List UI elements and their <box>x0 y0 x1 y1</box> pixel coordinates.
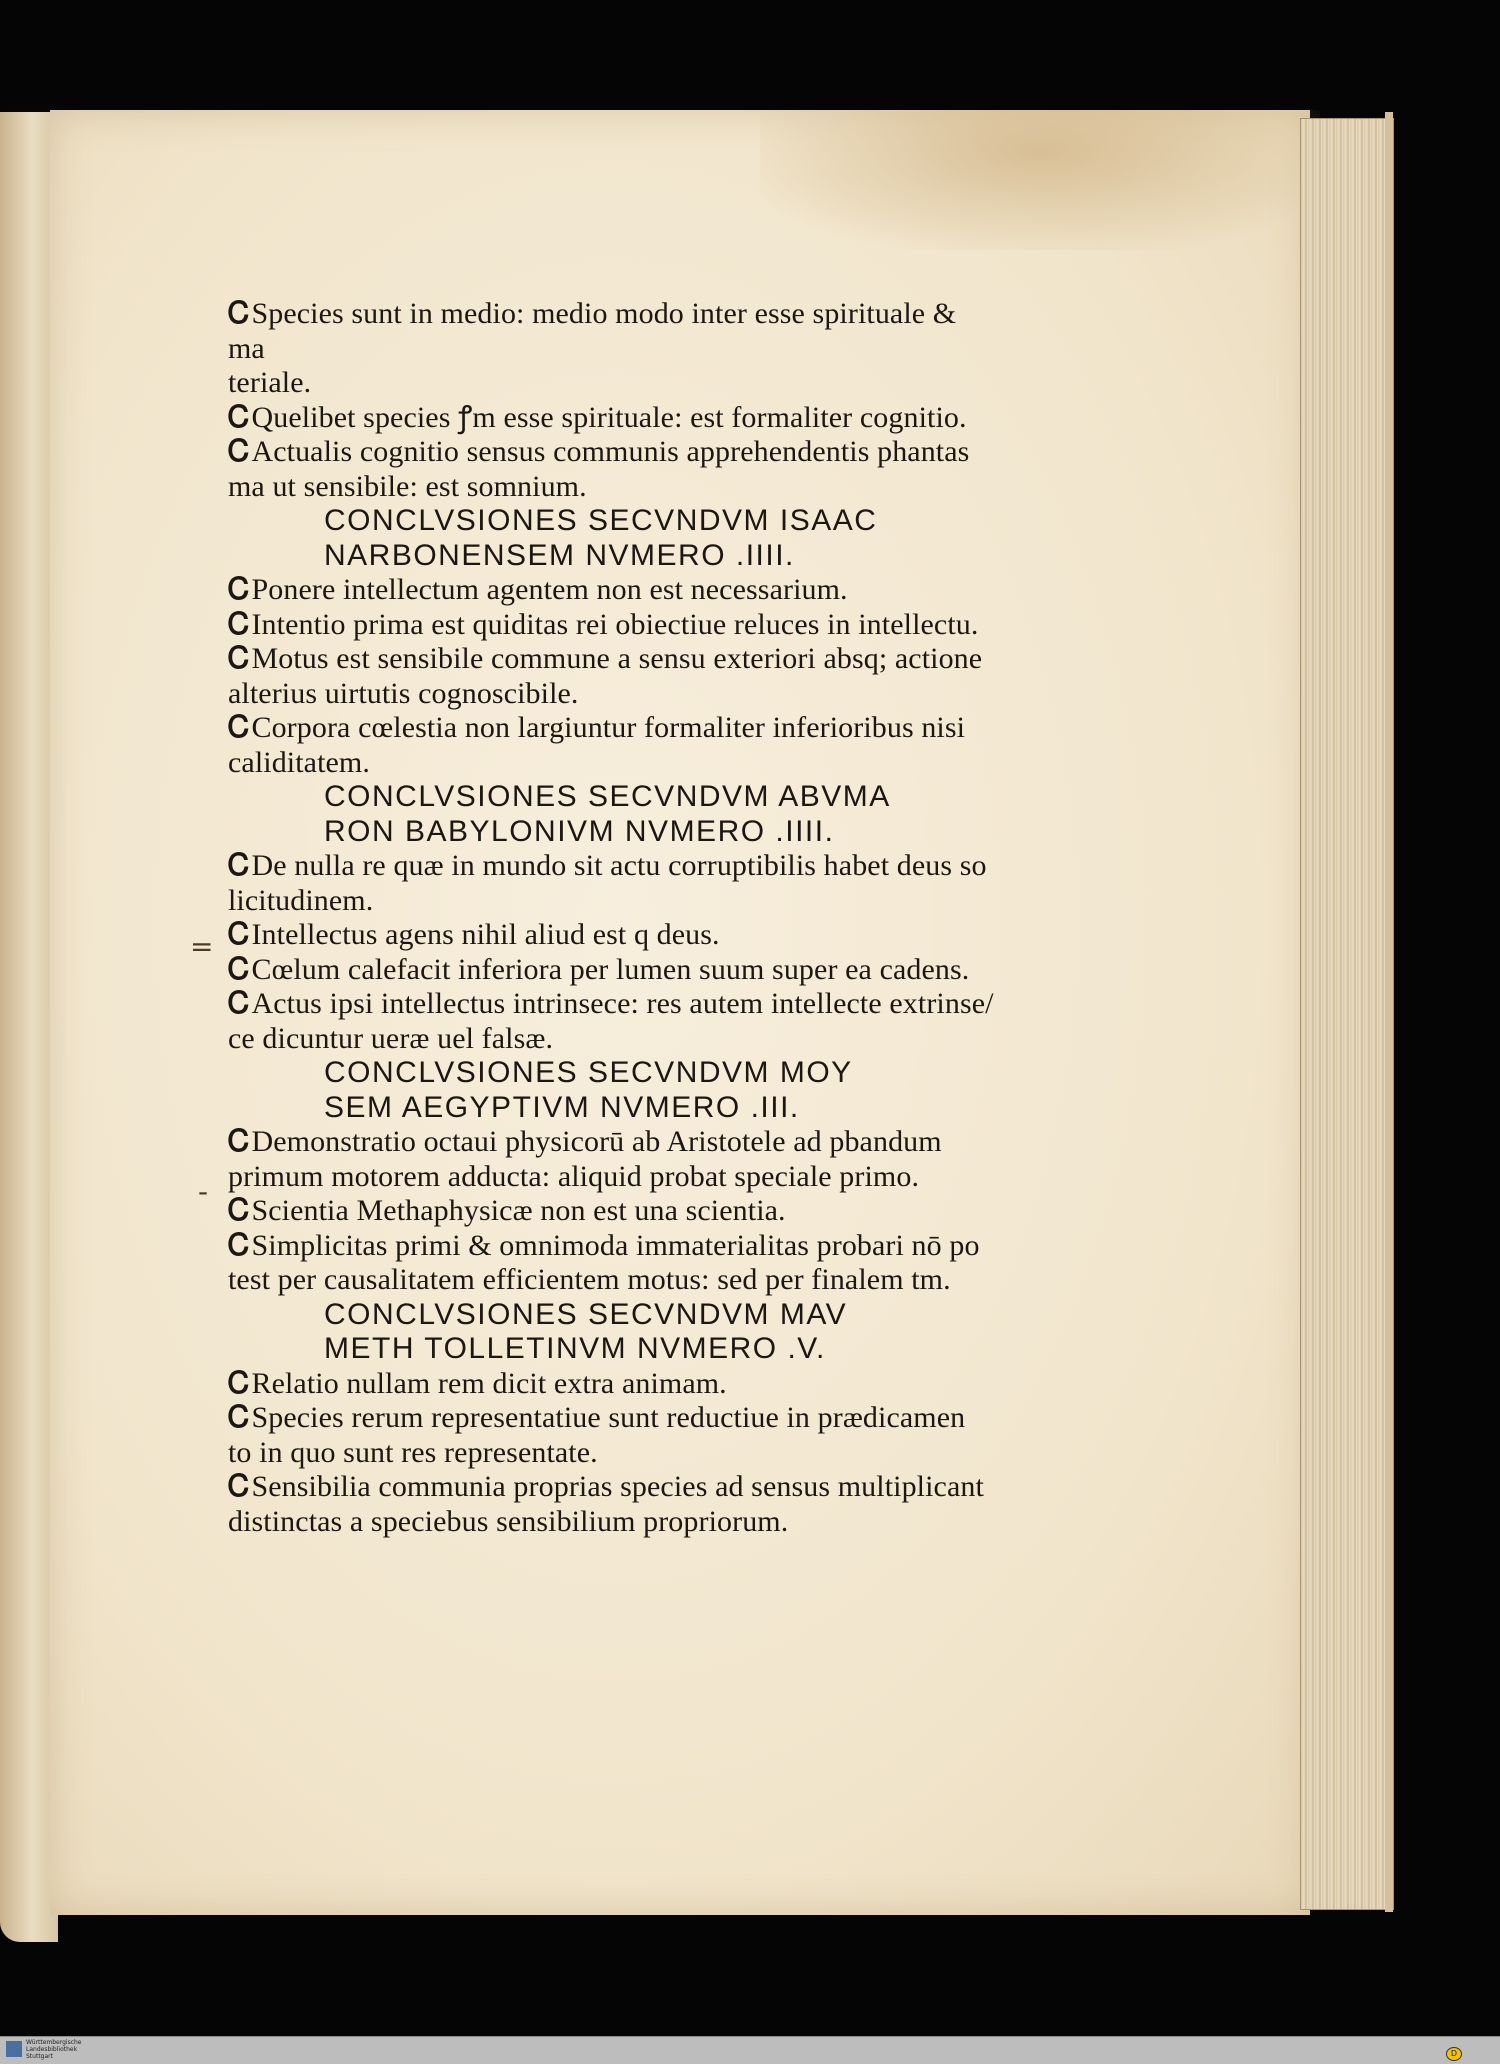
library-line: Landesbibliothek <box>26 2046 78 2053</box>
pilcrow-icon: Ꮯ <box>228 1401 250 1434</box>
heading-line: CONCLVSIONES SECVNDVM MAV <box>324 1297 848 1331</box>
conclusion-item <box>228 608 998 643</box>
heading-line: CONCLVSIONES SECVNDVM ISAAC <box>324 504 878 537</box>
text-line: primum motorem adducta: aliquid probat speciale primo. <box>228 1159 920 1193</box>
text-line: Simplicitas primi & omnimoda immaterialitas probari nō po <box>251 1228 980 1262</box>
section-heading <box>228 780 998 849</box>
conclusion-item <box>228 987 998 1056</box>
text-line: Quelibet species ꝭm esse spirituale: est formaliter cognitio. <box>251 400 967 434</box>
text-line: Sensibilia communia proprias species ad sensus multiplicant <box>251 1470 984 1503</box>
conclusion-item <box>228 849 998 918</box>
text-line: caliditatem. <box>228 745 370 779</box>
pilcrow-icon: Ꮯ <box>228 607 250 641</box>
library-line: Württembergische <box>26 2039 82 2046</box>
text-line: Cœlum calefacit inferiora per lumen suum super ea cadens. <box>251 952 970 986</box>
water-stain <box>760 110 1320 250</box>
text-line: alterius uirtutis cognoscibile. <box>228 676 579 710</box>
pilcrow-icon: Ꮯ <box>228 642 250 675</box>
library-line: Stuttgart <box>26 2053 53 2060</box>
section-heading <box>228 1056 998 1125</box>
section-heading <box>228 504 998 573</box>
pilcrow-icon: Ꮯ <box>228 849 250 882</box>
conclusion-item <box>228 1229 998 1298</box>
pilcrow-icon: Ꮯ <box>228 918 250 951</box>
conclusion-item <box>228 1470 998 1539</box>
heading-line: CONCLVSIONES SECVNDVM MOY <box>324 1056 853 1089</box>
text-line: Demonstratio octaui physicorū ab Aristotele ad pbandum <box>251 1125 942 1158</box>
page-edges <box>1300 118 1394 1910</box>
viewer-footer <box>0 2036 1500 2064</box>
pilcrow-icon: Ꮯ <box>228 1470 250 1503</box>
text-line: Motus est sensibile commune a sensu exteriori absq; actione <box>251 642 983 675</box>
text-line: ma ut sensibile: est somnium. <box>228 469 587 503</box>
pilcrow-icon: Ꮯ <box>228 573 250 606</box>
heading-line: NARBONENSEM NVMERO .IIII. <box>324 538 795 572</box>
conclusion-item <box>228 1194 998 1229</box>
pilcrow-icon: Ꮯ <box>228 400 250 434</box>
text-line: teriale. <box>228 366 312 399</box>
text-line: Scientia Methaphysicæ non est una scientia. <box>251 1194 786 1227</box>
printed-text <box>228 297 998 1539</box>
conclusion-item <box>228 1125 998 1194</box>
conclusion-item <box>228 711 998 780</box>
cover-edge <box>1385 112 1393 1912</box>
conclusion-item <box>228 1401 998 1470</box>
conclusion-item <box>228 573 998 608</box>
conclusion-item <box>228 953 998 988</box>
text-line: distinctas a speciebus sensibilium propriorum. <box>228 1504 789 1538</box>
pilcrow-icon: Ꮯ <box>228 1194 250 1227</box>
pilcrow-icon: Ꮯ <box>228 435 250 468</box>
conclusion-item <box>228 918 998 953</box>
library-logo-icon <box>6 2041 22 2057</box>
text-line: Intellectus agens nihil aliud est q deus. <box>251 918 720 951</box>
text-line: Intentio prima est quiditas rei obiectiue reluces in intellectu. <box>251 607 979 641</box>
text-line: De nulla re quæ in mundo sit actu corruptibilis habet deus so <box>251 849 987 882</box>
pilcrow-icon: Ꮯ <box>228 711 250 744</box>
text-line: Relatio nullam rem dicit extra animam. <box>251 1366 727 1400</box>
text-line: test per causalitatem efficientem motus: sed per finalem tm. <box>228 1263 951 1296</box>
heading-line: CONCLVSIONES SECVNDVM ABVMA <box>324 780 891 813</box>
viewer-badge-icon[interactable]: D <box>1446 2047 1462 2061</box>
text-line: licitudinem. <box>228 883 374 917</box>
margin-mark-1: = <box>190 930 214 963</box>
conclusion-item <box>228 297 998 401</box>
pilcrow-icon: Ꮯ <box>228 1228 250 1262</box>
section-heading <box>228 1298 998 1367</box>
text-line: to in quo sunt res representate. <box>228 1435 598 1469</box>
pilcrow-icon: Ꮯ <box>228 1125 250 1158</box>
pilcrow-icon: Ꮯ <box>228 987 250 1020</box>
heading-line: SEM AEGYPTIVM NVMERO .III. <box>324 1090 800 1124</box>
margin-mark-2: - <box>198 1175 209 1208</box>
text-line: Actualis cognitio sensus communis apprehendentis phantas <box>251 435 970 468</box>
text-line: ce dicuntur ueræ uel falsæ. <box>228 1021 554 1055</box>
text-line: Actus ipsi intellectus intrinsece: res autem intellecte extrinse/ <box>251 987 994 1020</box>
conclusion-item <box>228 435 998 504</box>
pilcrow-icon: Ꮯ <box>228 1366 250 1400</box>
text-line: Species sunt in medio: medio modo inter esse spirituale & ma <box>228 297 957 365</box>
text-line: Ponere intellectum agentem non est necessarium. <box>251 573 848 606</box>
pilcrow-icon: Ꮯ <box>228 297 250 330</box>
heading-line: RON BABYLONIVM NVMERO .IIII. <box>324 814 835 848</box>
heading-line: METH TOLLETINVM NVMERO .V. <box>324 1332 826 1365</box>
text-line: Corpora cœlestia non largiuntur formaliter inferioribus nisi <box>251 711 966 744</box>
library-name <box>26 2039 82 2060</box>
pilcrow-icon: Ꮯ <box>228 952 250 986</box>
conclusion-item <box>228 401 998 436</box>
conclusion-item <box>228 1367 998 1402</box>
text-line: Species rerum representatiue sunt reductiue in prædicamen <box>251 1401 966 1434</box>
conclusion-item <box>228 642 998 711</box>
